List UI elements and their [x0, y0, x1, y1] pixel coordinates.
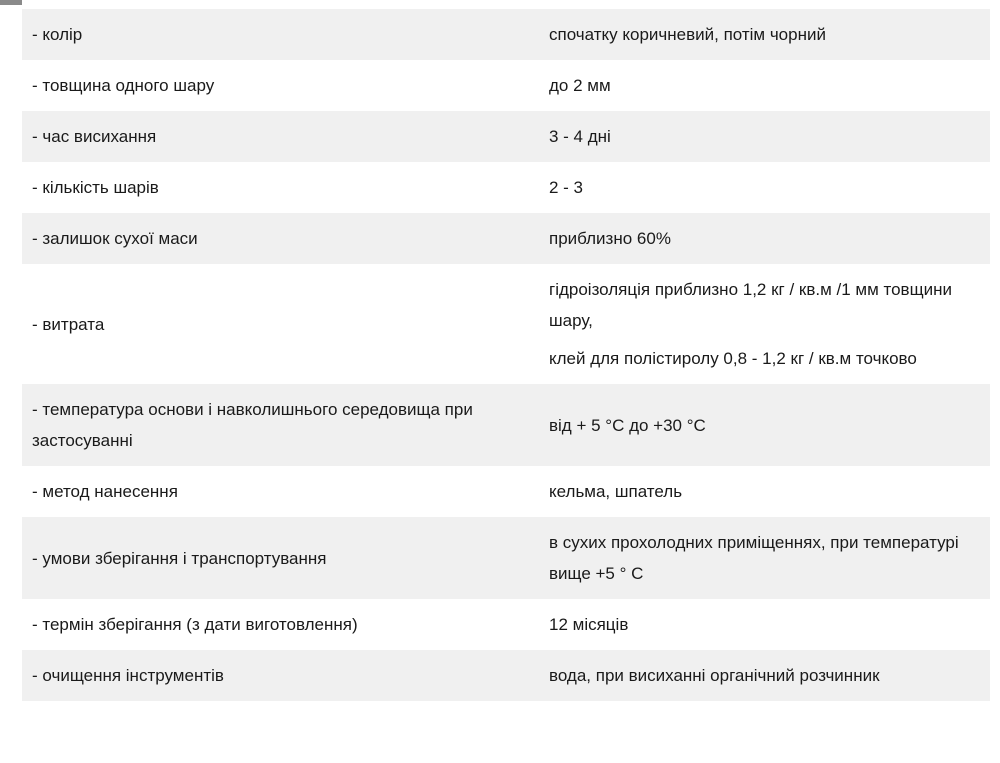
table-row	[22, 384, 990, 466]
table-row	[22, 650, 990, 701]
value-cell	[539, 60, 990, 111]
value-text: до 2 мм	[549, 76, 611, 95]
value-text: гідроізоляція приблизно 1,2 кг / кв.м /1 мм товщини шару,	[549, 280, 952, 330]
value-cell	[539, 650, 990, 701]
value-cell	[539, 264, 990, 384]
value-text: від + 5 °C до +30 °C	[549, 415, 706, 435]
value-text: спочатку коричневий, потім чорний	[549, 25, 826, 44]
value-cell	[539, 466, 990, 517]
value-cell	[539, 213, 990, 264]
value-cell	[539, 9, 990, 60]
table-row	[22, 162, 990, 213]
corner-mark	[0, 0, 22, 5]
table-row	[22, 466, 990, 517]
table-row	[22, 264, 990, 384]
table-row	[22, 9, 990, 60]
value-text: 2 - 3	[549, 178, 584, 197]
value-text: кельма, шпатель	[549, 482, 683, 501]
table-row	[22, 111, 990, 162]
table-row	[22, 60, 990, 111]
property-cell: - очищення інструментів	[22, 650, 539, 701]
property-cell: - термін зберігання (з дати виготовлення)	[22, 599, 539, 650]
property-cell: - умови зберігання і транспортування	[22, 517, 539, 599]
property-cell: - час висихання	[22, 111, 539, 162]
table-row	[22, 599, 990, 650]
value-text: в сухих прохолодних приміщеннях, при температурі вище +5 ° C	[549, 533, 959, 583]
value-cell	[539, 517, 990, 599]
value-text: клей для полістиролу 0,8 - 1,2 кг / кв.м точково	[549, 349, 917, 368]
value-text: 3 - 4 дні	[549, 127, 611, 146]
property-cell: - метод нанесення	[22, 466, 539, 517]
value-cell	[539, 111, 990, 162]
spec-table-body	[22, 9, 990, 701]
table-row	[22, 517, 990, 599]
property-cell: - колір	[22, 9, 539, 60]
property-cell: - кількість шарів	[22, 162, 539, 213]
property-cell: - температура основи і навколишнього середовища при застосуванні	[22, 384, 539, 466]
spec-table	[22, 9, 990, 701]
table-row	[22, 213, 990, 264]
property-cell: - витрата	[22, 264, 539, 384]
value-cell	[539, 599, 990, 650]
value-text: вода, при висиханні органічний розчинник	[549, 666, 880, 685]
value-cell	[539, 162, 990, 213]
property-cell: - залишок сухої маси	[22, 213, 539, 264]
value-text: приблизно 60%	[549, 229, 671, 248]
value-cell	[539, 384, 990, 466]
value-text: 12 місяців	[549, 615, 629, 634]
property-cell: - товщина одного шару	[22, 60, 539, 111]
